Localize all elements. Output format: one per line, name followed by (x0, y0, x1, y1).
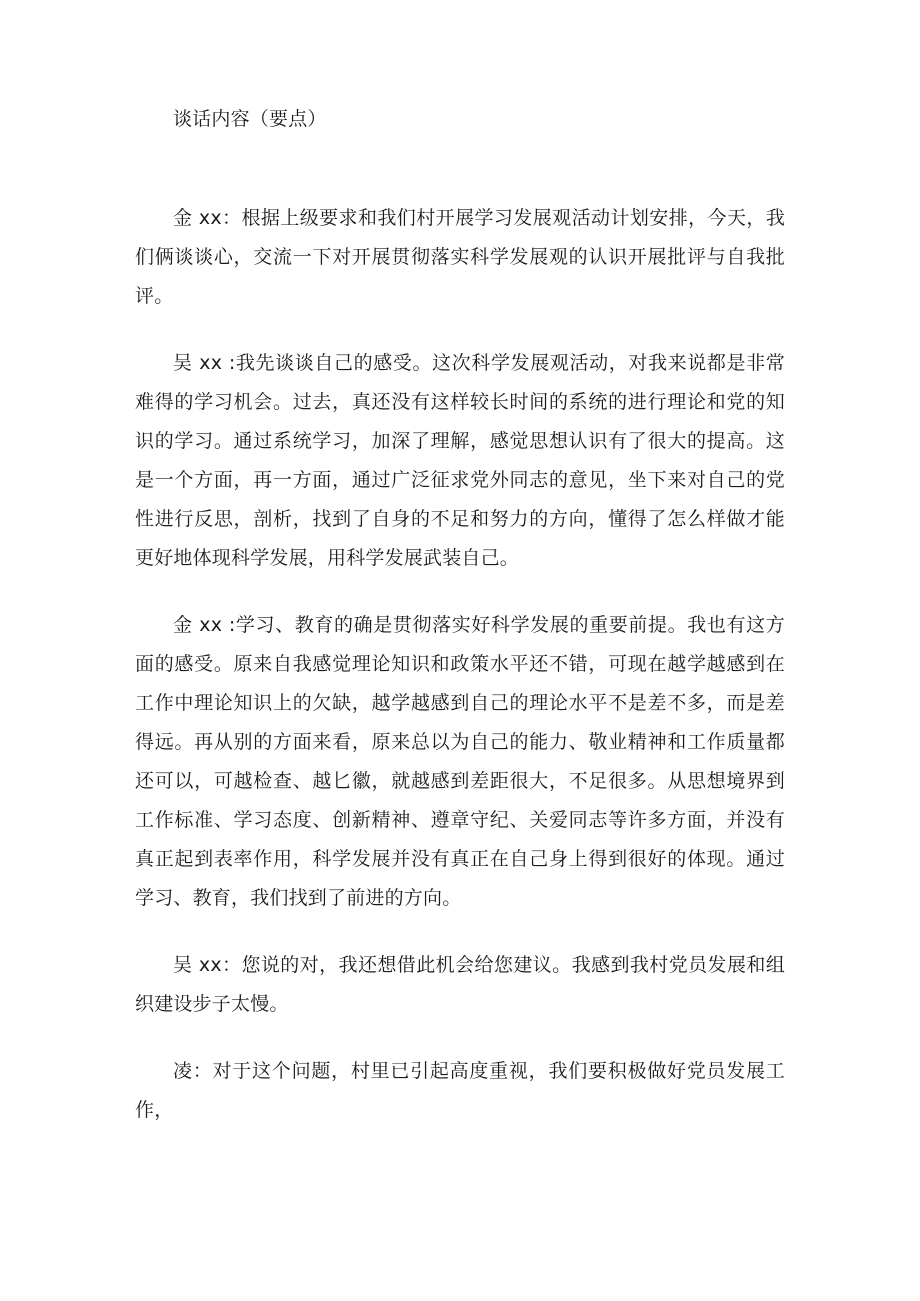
paragraph-text: 对于这个问题，村里已引起高度重视，我们要积极做好党员发展工作， (135, 1060, 785, 1121)
paragraph-text: 学习、教育的确是贯彻落实好科学发展的重要前提。我也有这方面的感受。原来自我感觉理论知识和政策水平还不错，可现在越学越感到在工作中理论知识上的欠缺，越学越感到自己的理论水平不是差不多，而是差得远。再从别的方面来看，原来总以为自己的能力、敬业精神和工作质量都还可以，可越检查、越匕徽，就越感到差距很大，不足很多。从思想境界到工作标准、学习态度、创新精神、遵章守纪、关爱同志等许多方面，并没有真正起到表率作用，科学发展并没有真正在自己身上得到很好的体现。通过学习、教育，我们找到了前进的方向。 (135, 614, 786, 909)
document-body (135, 100, 785, 1130)
paragraph-text: 您说的对，我还想借此机会给您建议。我感到我村党员发展和组织建设步子太慢。 (135, 954, 786, 1015)
speaker-name: 金 xx (173, 614, 223, 636)
speaker-name: 吴 xx (173, 954, 222, 976)
speaker-separator: ： (192, 1060, 213, 1082)
paragraph-4 (135, 946, 785, 1024)
paragraph-1 (135, 199, 785, 316)
paragraph-3 (135, 606, 785, 918)
speaker-name: 凌 (173, 1060, 193, 1082)
speaker-separator: ： (221, 207, 242, 229)
paragraph-text: 我先谈谈自己的感受。这次科学发展观活动，对我来说都是非常难得的学习机会。过去，真还没有这样较长时间的系统的进行理论和党的知识的学习。通过系统学习，加深了理解，感觉思想认识有了很大的提高。这是一个方面，再一方面，通过广泛征求党外同志的意见，坐下来对自己的党性进行反思，剖析，找到了自身的不足和努力的方向，懂得了怎么样做才能更好地体现科学发展，用科学发展武装自己。 (135, 352, 786, 569)
speaker-separator: : (222, 352, 236, 374)
speaker-name: 吴 xx (173, 352, 223, 374)
document-heading: 谈话内容（要点） (173, 108, 327, 130)
speaker-separator: ： (221, 954, 242, 976)
speaker-name: 金 xx (173, 207, 222, 229)
paragraph-5 (135, 1052, 785, 1130)
speaker-separator: : (222, 614, 236, 636)
paragraph-text: 根据上级要求和我们村开展学习发展观活动计划安排，今天，我们俩谈谈心，交流一下对开展贯彻落实科学发展观的认识开展批评与自我批评。 (135, 207, 786, 307)
paragraph-2 (135, 344, 785, 578)
